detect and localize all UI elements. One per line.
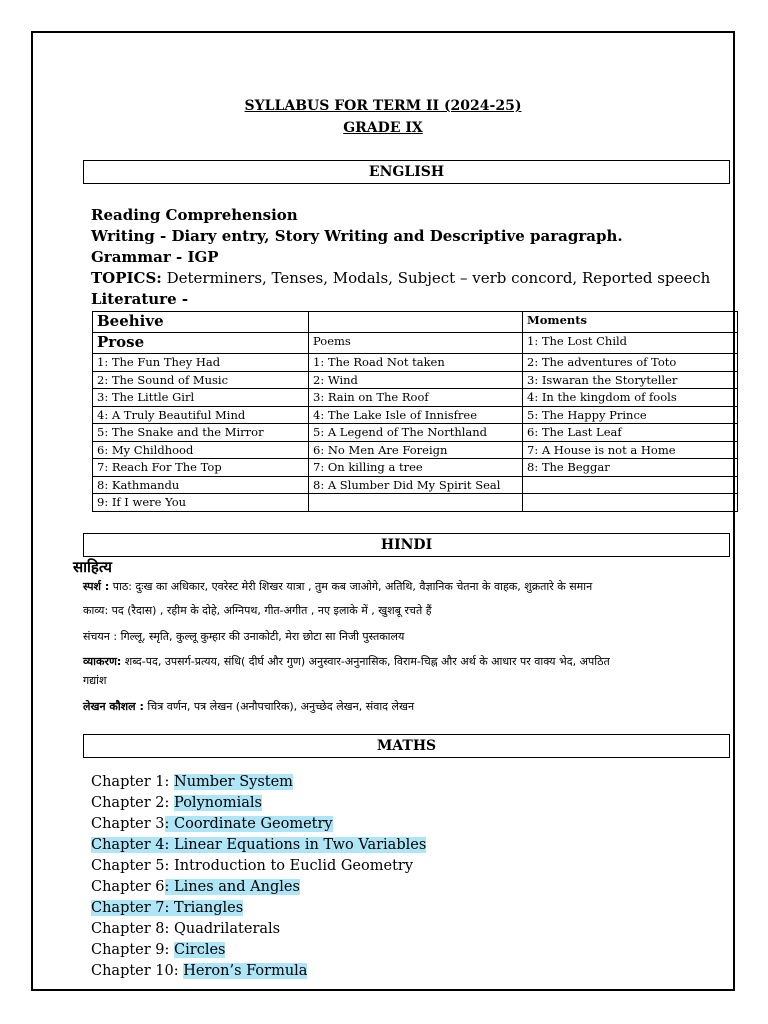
moments-item: 4: In the kingdom of fools xyxy=(523,389,738,407)
moments-item xyxy=(523,476,738,494)
sahitya-heading: साहित्य xyxy=(73,558,112,576)
vyakaran-label: व्याकरण: xyxy=(83,655,122,668)
chapter-prefix: Chapter 2: xyxy=(91,795,175,811)
chapter-highlight: Number System xyxy=(174,774,293,790)
chapter-highlight: Chapter 4: Linear Equations in Two Variables xyxy=(91,837,427,853)
chapter-line xyxy=(91,919,280,940)
prose-header: Prose xyxy=(93,333,309,354)
moments-item: 8: The Beggar xyxy=(523,459,738,477)
chapter-prefix: Chapter 1: xyxy=(91,774,175,790)
prose-item: 1: The Fun They Had xyxy=(93,354,309,372)
kavya-line: काव्य: पद (रैदास) , रहीम के दोहे, अग्निपथ, गीत-अगीत , नए इलाके में , खुशबू रचते हैं xyxy=(83,604,432,617)
grade-title: GRADE IX xyxy=(343,120,423,136)
beehive-cell: Beehive xyxy=(93,312,309,333)
chapter-prefix: Chapter 9: xyxy=(91,942,175,958)
sparsh-label: स्पर्श : xyxy=(83,580,110,593)
moments-item xyxy=(523,494,738,512)
table-row xyxy=(93,406,738,424)
moments-item: 2: The adventures of Toto xyxy=(523,354,738,372)
empty-cell xyxy=(309,312,523,333)
topics-label: TOPICS: xyxy=(91,269,162,287)
poem-item: 6: No Men Are Foreign xyxy=(309,441,523,459)
table-row xyxy=(93,476,738,494)
sparsh-line xyxy=(83,579,733,595)
syllabus-title: SYLLABUS FOR TERM II (2024-25) xyxy=(244,98,522,114)
chapter-highlight: : Coordinate Geometry xyxy=(164,816,333,832)
moments-header: Moments xyxy=(523,312,738,333)
topics-text: Determiners, Tenses, Modals, Subject – verb concord, Reported speech xyxy=(161,269,711,287)
chapter-highlight: Heron’s Formula xyxy=(183,963,308,979)
prose-item: 2: The Sound of Music xyxy=(93,371,309,389)
vyakaran-line xyxy=(83,654,733,670)
table-row xyxy=(93,494,738,512)
lekhan-line xyxy=(83,699,733,715)
english-section-header: ENGLISH xyxy=(83,160,730,184)
table-row xyxy=(93,459,738,477)
reading-comprehension: Reading Comprehension xyxy=(91,206,298,224)
chapter-line xyxy=(91,772,293,793)
grammar-line: Grammar - IGP xyxy=(91,248,219,266)
chapter-highlight: Circles xyxy=(174,942,226,958)
chapter-line xyxy=(91,877,300,898)
document-page xyxy=(31,31,735,991)
sparsh-text: पाठ: दुःख का अधिकार, एवरेस्ट मेरी शिखर यात्रा , तुम कब जाओगे, अतिथि, वैज्ञानिक चेतना के वाहक, शुक्रतारे के समान xyxy=(109,580,593,593)
vyakaran-continuation: गद्यांश xyxy=(83,674,107,687)
chapter-highlight: : Lines and Angles xyxy=(164,879,300,895)
table-row xyxy=(93,424,738,442)
chapter-prefix: Chapter 5: Introduction to Euclid Geometry xyxy=(91,858,414,874)
hindi-section-header: HINDI xyxy=(83,533,730,557)
poem-item: 7: On killing a tree xyxy=(309,459,523,477)
chapter-line xyxy=(91,856,413,877)
prose-item: 3: The Little Girl xyxy=(93,389,309,407)
poem-item: 1: The Road Not taken xyxy=(309,354,523,372)
prose-item: 5: The Snake and the Mirror xyxy=(93,424,309,442)
table-row xyxy=(93,371,738,389)
poem-item: 2: Wind xyxy=(309,371,523,389)
literature-heading: Literature - xyxy=(91,290,189,308)
lekhan-text: चित्र वर्णन, पत्र लेखन (अनौपचारिक), अनुच्छेद लेखन, संवाद लेखन xyxy=(143,700,415,713)
chapter-line xyxy=(91,793,262,814)
prose-item: 6: My Childhood xyxy=(93,441,309,459)
poem-item: 3: Rain on The Roof xyxy=(309,389,523,407)
poem-item xyxy=(309,494,523,512)
poem-item: 4: The Lake Isle of Innisfree xyxy=(309,406,523,424)
writing-topics: Writing - Diary entry, Story Writing and Descriptive paragraph. xyxy=(91,227,623,245)
table-row xyxy=(93,441,738,459)
chapter-prefix: Chapter 8: Quadrilaterals xyxy=(91,921,281,937)
chapter-line xyxy=(91,835,426,856)
table-row xyxy=(93,354,738,372)
chapter-prefix: Chapter 6 xyxy=(91,879,165,895)
topics-line xyxy=(91,268,710,289)
chapter-prefix: Chapter 3 xyxy=(91,816,165,832)
chapter-line xyxy=(91,814,333,835)
moments-item: 3: Iswaran the Storyteller xyxy=(523,371,738,389)
chapter-prefix: Chapter 10: xyxy=(91,963,184,979)
chapter-highlight: Chapter 7: Triangles xyxy=(91,900,244,916)
lekhan-label: लेखन कौशल : xyxy=(83,700,144,713)
vyakaran-text: शब्द-पद, उपसर्ग-प्रत्यय, संधि( दीर्घ और गुण) अनुस्वार-अनुनासिक, विराम-चिह्न और अर्थ के आधार पर वाक्य भेद, अपठित xyxy=(121,655,610,668)
chapter-line xyxy=(91,940,225,961)
table-row xyxy=(93,333,738,354)
moments-item: 7: A House is not a Home xyxy=(523,441,738,459)
prose-item: 9: If I were You xyxy=(93,494,309,512)
prose-item: 7: Reach For The Top xyxy=(93,459,309,477)
literature-table xyxy=(92,311,738,512)
moments-item: 5: The Happy Prince xyxy=(523,406,738,424)
prose-item: 8: Kathmandu xyxy=(93,476,309,494)
chapter-highlight: Polynomials xyxy=(174,795,262,811)
table-row xyxy=(93,389,738,407)
chapter-line xyxy=(91,961,307,982)
sanchayan-line: संचयन : गिल्लू, स्मृति, कुल्लू कुम्हार की उनाकोटी, मेरा छोटा सा निजी पुस्तकालय xyxy=(83,630,405,643)
poems-header: Poems xyxy=(309,333,523,354)
poem-item: 8: A Slumber Did My Spirit Seal xyxy=(309,476,523,494)
poem-item: 5: A Legend of The Northland xyxy=(309,424,523,442)
prose-item: 4: A Truly Beautiful Mind xyxy=(93,406,309,424)
moments-item: 6: The Last Leaf xyxy=(523,424,738,442)
chapter-line xyxy=(91,898,243,919)
table-row xyxy=(93,312,738,333)
moments-item: 1: The Lost Child xyxy=(523,333,738,354)
maths-section-header: MATHS xyxy=(83,734,730,758)
